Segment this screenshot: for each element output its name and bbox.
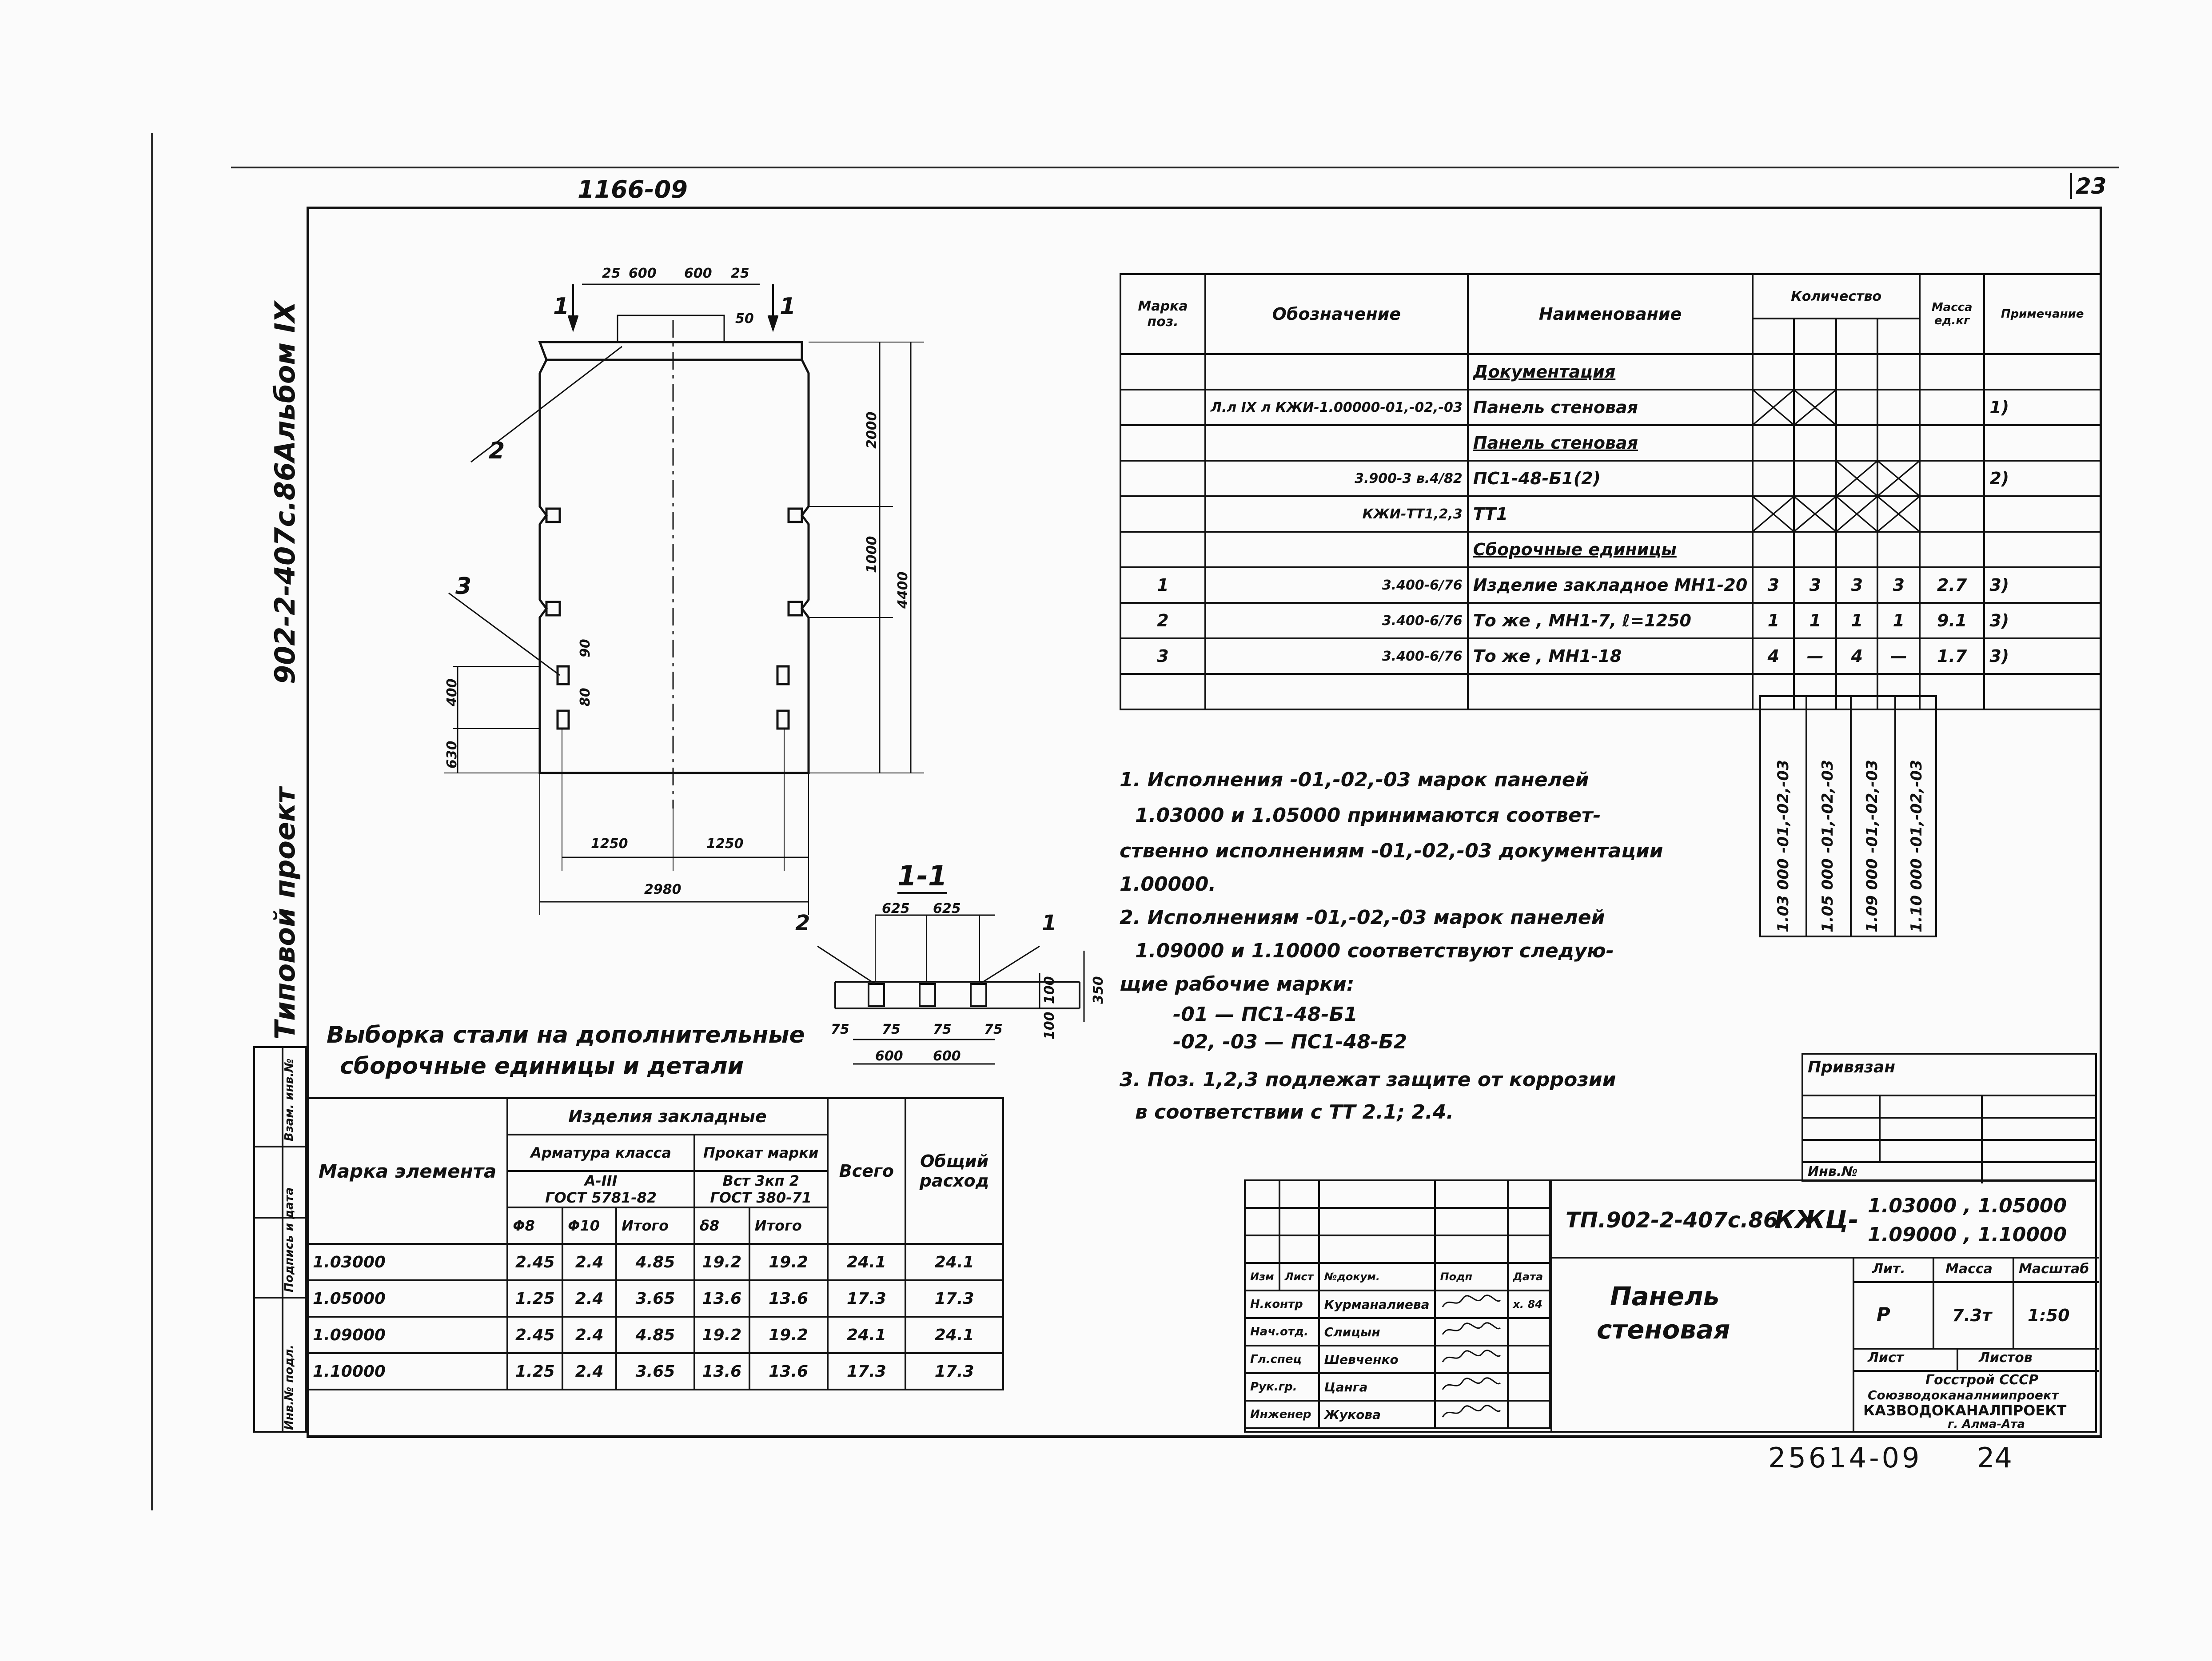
selection-d10: 2.4 xyxy=(562,1280,616,1317)
spec-quantity xyxy=(1753,354,1794,390)
dim-400: 400 xyxy=(444,678,460,706)
sel-h-t8: δ8 xyxy=(694,1207,749,1244)
selection-d10: 2.4 xyxy=(562,1317,616,1353)
selection-t8: 19.2 xyxy=(694,1244,749,1280)
sel-h-mark: Марка элемента xyxy=(307,1098,507,1244)
spec-row xyxy=(1120,638,2100,674)
note-line-5: 2. Исполнениям -01,-02,-03 марок панелей xyxy=(1120,906,1605,929)
selection-sum2: 13.6 xyxy=(749,1280,828,1317)
section-title: 1-1 xyxy=(897,860,947,894)
tb-h-scale: Масштаб xyxy=(2019,1261,2089,1277)
side-col-1: Инв.№ подл. xyxy=(283,1344,296,1430)
spec-mass: 1.7 xyxy=(1920,638,1984,674)
steel-selection-table xyxy=(307,1097,1004,1390)
sel-h-sum1: Итого xyxy=(616,1207,694,1244)
cross-mark xyxy=(1837,462,1877,495)
cross-mark xyxy=(1837,497,1877,531)
selection-title-2: сборочные единицы и детали xyxy=(340,1053,744,1079)
spec-note xyxy=(1984,532,2100,567)
spec-designation xyxy=(1205,674,1468,709)
staff-name: Жукова xyxy=(1319,1401,1435,1428)
side-type: Типовой проект xyxy=(269,787,301,1040)
spec-mark: 3 xyxy=(1120,638,1205,674)
spec-quantity xyxy=(1753,532,1794,567)
staff-role: Нач.отд. xyxy=(1245,1318,1319,1346)
spec-quantity: 1 xyxy=(1877,603,1920,638)
spec-h-designation: Обозначение xyxy=(1205,274,1468,354)
binding-box xyxy=(1801,1053,2097,1182)
spec-quantity: 3 xyxy=(1877,567,1920,603)
cross-mark xyxy=(1795,390,1835,424)
spec-quantity xyxy=(1794,425,1836,461)
dim-1250a: 1250 xyxy=(591,836,628,852)
selection-d8: 1.25 xyxy=(507,1280,562,1317)
selection-row xyxy=(307,1353,1003,1390)
tb-scale: 1:50 xyxy=(2028,1306,2070,1325)
staff-name: Шевченко xyxy=(1319,1346,1435,1373)
spec-quantity xyxy=(1836,354,1877,390)
spec-note: 2) xyxy=(1984,461,2100,496)
sel-h-rebar xyxy=(507,1135,694,1171)
side-col-3: Взам. инв.№ xyxy=(283,1058,296,1141)
selection-d8: 2.45 xyxy=(507,1317,562,1353)
variant-label-1: 1.03 000 -01,-02,-03 xyxy=(1774,760,1792,932)
staff-date: х. 84 xyxy=(1508,1291,1550,1318)
section-dim-350: 350 xyxy=(1091,976,1106,1004)
spec-row xyxy=(1120,354,2100,390)
spec-quantity xyxy=(1877,425,1920,461)
spec-quantity xyxy=(1753,390,1794,425)
callout-1a: 1 xyxy=(553,293,570,320)
section-1-1 xyxy=(809,906,1133,1084)
spec-mark xyxy=(1120,461,1205,496)
spec-quantity xyxy=(1794,390,1836,425)
spec-quantity xyxy=(1836,425,1877,461)
spec-mass xyxy=(1920,390,1984,425)
tb-h-lit: Лит. xyxy=(1872,1261,1905,1277)
panel-elevation xyxy=(422,249,1000,924)
spec-quantity: 4 xyxy=(1753,638,1794,674)
side-project-code: 902-2-407с.86 xyxy=(269,462,301,684)
spec-quantity: 3 xyxy=(1836,567,1877,603)
spec-h-mass: Масса ед.кг xyxy=(1920,274,1984,354)
spec-name: Панель стеновая xyxy=(1468,425,1753,461)
spec-quantity xyxy=(1794,354,1836,390)
tb-org-1: Госстрой СССР xyxy=(1925,1372,2039,1388)
spec-mark xyxy=(1120,532,1205,567)
section-dim-75c: 75 xyxy=(933,1022,952,1037)
selection-total: 17.3 xyxy=(828,1280,906,1317)
spec-designation: 3.400-6/76 xyxy=(1205,567,1468,603)
tb-h-date: Дата xyxy=(1508,1263,1550,1291)
side-stamp-column xyxy=(253,1046,307,1433)
spec-quantity: — xyxy=(1794,638,1836,674)
spec-quantity: 3 xyxy=(1794,567,1836,603)
dim-top-25a: 25 xyxy=(602,266,621,281)
note-line-7: щие рабочие марки: xyxy=(1120,973,1355,996)
spec-name: Сборочные единицы xyxy=(1468,532,1753,567)
dim-top-600a: 600 xyxy=(629,266,657,281)
note-line-11: в соответствии с ТТ 2.1; 2.4. xyxy=(1135,1101,1454,1123)
selection-sum2: 19.2 xyxy=(749,1244,828,1280)
spec-designation: Л.л IX л КЖИ-1.00000-01,-02,-03 xyxy=(1205,390,1468,425)
title-signatures xyxy=(1244,1179,1550,1429)
staff-date xyxy=(1508,1401,1550,1428)
spec-quantity xyxy=(1753,425,1794,461)
spec-mass: 9.1 xyxy=(1920,603,1984,638)
signature-scribble xyxy=(1440,1376,1503,1394)
spec-header-row xyxy=(1120,274,2100,319)
staff-name: Курманалиева xyxy=(1319,1291,1435,1318)
spec-quantity: 1 xyxy=(1794,603,1836,638)
spec-mass xyxy=(1920,425,1984,461)
selection-row xyxy=(307,1244,1003,1280)
staff-name: Цанга xyxy=(1319,1373,1435,1401)
dim-90: 90 xyxy=(578,639,593,657)
spec-mass: 2.7 xyxy=(1920,567,1984,603)
section-dim-100a: 100 xyxy=(1042,976,1057,1004)
spec-mark xyxy=(1120,674,1205,709)
title-block xyxy=(1244,1179,2097,1433)
selection-total: 17.3 xyxy=(828,1353,906,1390)
spec-name: Изделие закладное МН1-20 xyxy=(1468,567,1753,603)
selection-overall: 17.3 xyxy=(905,1280,1003,1317)
top-code: 1166-09 xyxy=(578,175,688,203)
staff-signature xyxy=(1435,1401,1508,1428)
side-col-2: Подпись и дата xyxy=(283,1187,296,1292)
spec-note xyxy=(1984,496,2100,532)
tb-title-2: стеновая xyxy=(1597,1314,1730,1345)
callout-3: 3 xyxy=(455,573,472,600)
selection-t8: 13.6 xyxy=(694,1353,749,1390)
spec-quantity: 1 xyxy=(1836,603,1877,638)
spec-designation: 3.400-6/76 xyxy=(1205,638,1468,674)
spec-quantity: 4 xyxy=(1836,638,1877,674)
sel-h-rebar-class: A-III xyxy=(584,1172,618,1189)
spec-note: 1) xyxy=(1984,390,2100,425)
spec-row xyxy=(1120,603,2100,638)
selection-d8: 1.25 xyxy=(507,1353,562,1390)
binding-inv-label: Инв.№ xyxy=(1808,1164,1858,1179)
staff-name: Слицын xyxy=(1319,1318,1435,1346)
tb-h-mass: Масса xyxy=(1945,1261,1993,1277)
spec-h-note: Примечание xyxy=(1984,274,2100,354)
spec-mark: 1 xyxy=(1120,567,1205,603)
selection-sum1: 3.65 xyxy=(616,1280,694,1317)
spec-designation: 3.400-6/76 xyxy=(1205,603,1468,638)
spec-designation xyxy=(1205,425,1468,461)
binding-label: Привязан xyxy=(1808,1058,1896,1076)
spec-mark xyxy=(1120,425,1205,461)
signature-scribble xyxy=(1440,1294,1503,1311)
spec-name: Документация xyxy=(1468,354,1753,390)
variant-label-3: 1.09 000 -01,-02,-03 xyxy=(1863,760,1881,932)
sel-h-rolled-grade-cell xyxy=(694,1171,828,1207)
selection-row xyxy=(307,1317,1003,1353)
spec-row xyxy=(1120,390,2100,425)
cross-mark xyxy=(1754,497,1793,531)
section-dim-100b: 100 xyxy=(1042,1012,1057,1040)
callout-2: 2 xyxy=(489,438,505,464)
staff-row xyxy=(1245,1318,1550,1346)
spec-quantity xyxy=(1877,354,1920,390)
staff-date xyxy=(1508,1373,1550,1401)
staff-date xyxy=(1508,1318,1550,1346)
spec-note xyxy=(1984,674,2100,709)
staff-signature xyxy=(1435,1373,1508,1401)
signature-scribble xyxy=(1440,1404,1503,1422)
spec-quantity xyxy=(1836,390,1877,425)
spec-row xyxy=(1120,532,2100,567)
staff-role: Рук.гр. xyxy=(1245,1373,1319,1401)
section-dim-625a: 625 xyxy=(882,901,910,916)
selection-d10: 2.4 xyxy=(562,1244,616,1280)
spec-mass xyxy=(1920,532,1984,567)
selection-mark: 1.05000 xyxy=(307,1280,507,1317)
specification-table xyxy=(1120,273,2101,710)
spec-name xyxy=(1468,674,1753,709)
dim-top-600b: 600 xyxy=(684,266,712,281)
staff-role: Гл.спец xyxy=(1245,1346,1319,1373)
spec-quantity xyxy=(1794,461,1836,496)
note-line-6: 1.09000 и 1.10000 соответствуют следую- xyxy=(1135,940,1614,962)
section-dim-600a: 600 xyxy=(875,1048,903,1064)
dim-80: 80 xyxy=(578,688,593,706)
spec-quantity xyxy=(1836,461,1877,496)
sel-h-rolled-gost: ГОСТ 380-71 xyxy=(710,1189,812,1206)
note-line-4: 1.00000. xyxy=(1120,873,1216,896)
cross-mark xyxy=(1754,390,1793,424)
spec-name: Панель стеновая xyxy=(1468,390,1753,425)
staff-signature xyxy=(1435,1346,1508,1373)
tb-code: ТП.902-2-407с.86 xyxy=(1566,1208,1778,1233)
staff-row xyxy=(1245,1373,1550,1401)
selection-overall: 24.1 xyxy=(905,1317,1003,1353)
tb-sheets: Листов xyxy=(1979,1350,2033,1366)
selection-t8: 19.2 xyxy=(694,1317,749,1353)
spec-mark xyxy=(1120,390,1205,425)
variant-label-4: 1.10 000 -01,-02,-03 xyxy=(1908,760,1925,932)
spec-quantity xyxy=(1877,496,1920,532)
note-line-8: -01 — ПС1-48-Б1 xyxy=(1173,1003,1358,1026)
bottom-page: 24 xyxy=(1977,1442,2012,1474)
spec-quantity xyxy=(1794,532,1836,567)
spec-name: То же , МН1-7, ℓ=1250 xyxy=(1468,603,1753,638)
spec-note: 3) xyxy=(1984,567,2100,603)
cross-mark xyxy=(1878,497,1919,531)
selection-mark: 1.09000 xyxy=(307,1317,507,1353)
spec-designation: 3.900-3 в.4/82 xyxy=(1205,461,1468,496)
staff-role: Н.контр xyxy=(1245,1291,1319,1318)
bottom-code: 25614-09 xyxy=(1768,1442,1922,1474)
signature-scribble xyxy=(1440,1321,1503,1339)
sel-h-rolled xyxy=(694,1135,828,1171)
spec-name: ПС1-48-Б1(2) xyxy=(1468,461,1753,496)
selection-d8: 2.45 xyxy=(507,1244,562,1280)
spec-quantity xyxy=(1753,461,1794,496)
tb-kzhts: КЖЦ- xyxy=(1774,1206,1859,1235)
note-line-2: 1.03000 и 1.05000 принимаются соответ- xyxy=(1135,804,1601,827)
spec-designation xyxy=(1205,532,1468,567)
spec-quantity: 3 xyxy=(1753,567,1794,603)
dim-4400: 4400 xyxy=(895,571,911,609)
spec-h-name: Наименование xyxy=(1468,274,1753,354)
selection-sum2: 13.6 xyxy=(749,1353,828,1390)
tb-h-izm: Изм xyxy=(1245,1263,1279,1291)
selection-mark: 1.10000 xyxy=(307,1353,507,1390)
tb-org-4: г. Алма-Ата xyxy=(1948,1418,2025,1431)
staff-date xyxy=(1508,1346,1550,1373)
spec-quantity xyxy=(1753,496,1794,532)
spec-note xyxy=(1984,425,2100,461)
note-line-10: 3. Поз. 1,2,3 подлежат защите от коррозии xyxy=(1120,1068,1616,1091)
sel-h-rebar-gost: ГОСТ 5781-82 xyxy=(545,1189,657,1206)
staff-role: Инженер xyxy=(1245,1401,1319,1428)
staff-signature xyxy=(1435,1318,1508,1346)
spec-quantity xyxy=(1877,532,1920,567)
tb-title-1: Панель xyxy=(1610,1281,1720,1311)
tb-org-2: Союзводоканалниипроект xyxy=(1868,1388,2059,1402)
spec-quantity xyxy=(1836,496,1877,532)
spec-quantity: 1 xyxy=(1753,603,1794,638)
dim-1000: 1000 xyxy=(864,536,880,573)
side-album: Альбом IX xyxy=(269,301,301,462)
selection-mark: 1.03000 xyxy=(307,1244,507,1280)
sel-h-rolled-label: Прокат марки xyxy=(703,1144,819,1161)
tb-sheet: Лист xyxy=(1868,1350,1904,1366)
spec-quantity xyxy=(1877,461,1920,496)
outer-top-line xyxy=(231,167,2119,168)
note-line-3: ственно исполнениям -01,-02,-03 документации xyxy=(1120,840,1663,862)
staff-row xyxy=(1245,1291,1550,1318)
spec-mark: 2 xyxy=(1120,603,1205,638)
dim-1250b: 1250 xyxy=(706,836,744,852)
tb-lit: Р xyxy=(1877,1303,1890,1325)
selection-overall: 17.3 xyxy=(905,1353,1003,1390)
spec-h-quantity: Количество xyxy=(1753,274,1920,319)
tb-mass: 7.3т xyxy=(1952,1306,1992,1325)
selection-sum1: 4.85 xyxy=(616,1317,694,1353)
staff-row xyxy=(1245,1346,1550,1373)
selection-sum1: 4.85 xyxy=(616,1244,694,1280)
section-callout-2: 2 xyxy=(795,911,810,936)
selection-overall: 24.1 xyxy=(905,1244,1003,1280)
section-callout-1: 1 xyxy=(1042,911,1057,936)
section-dim-600b: 600 xyxy=(933,1048,961,1064)
page-number-top: 23 xyxy=(2070,173,2107,199)
spec-mark xyxy=(1120,496,1205,532)
spec-mass xyxy=(1920,496,1984,532)
spec-designation xyxy=(1205,354,1468,390)
sel-h-rebar-label: Арматура класса xyxy=(530,1144,671,1161)
note-line-9: -02, -03 — ПС1-48-Б2 xyxy=(1173,1031,1407,1053)
spec-note xyxy=(1984,354,2100,390)
sel-h-rolled-grade: Вст 3кп 2 xyxy=(722,1172,799,1189)
sel-h-overall: Общий расход xyxy=(905,1098,1003,1244)
dim-2980: 2980 xyxy=(644,882,682,897)
spec-note: 3) xyxy=(1984,603,2100,638)
variant-columns xyxy=(1759,695,1937,937)
spec-row xyxy=(1120,461,2100,496)
spec-mass xyxy=(1920,354,1984,390)
spec-quantity xyxy=(1794,496,1836,532)
sel-h-rebar-class-cell xyxy=(507,1171,694,1207)
spec-name: То же , МН1-18 xyxy=(1468,638,1753,674)
section-dim-75a: 75 xyxy=(831,1022,849,1037)
section-dim-625b: 625 xyxy=(933,901,961,916)
spec-quantity xyxy=(1836,532,1877,567)
cross-mark xyxy=(1878,462,1919,495)
tb-h-list: Лист xyxy=(1279,1263,1319,1291)
dim-top-25b: 25 xyxy=(731,266,749,281)
callout-1b: 1 xyxy=(780,293,796,320)
dim-50: 50 xyxy=(735,311,754,327)
selection-total: 24.1 xyxy=(828,1317,906,1353)
spec-mass xyxy=(1920,461,1984,496)
selection-t8: 13.6 xyxy=(694,1280,749,1317)
selection-total: 24.1 xyxy=(828,1244,906,1280)
spec-quantity xyxy=(1877,390,1920,425)
sel-h-sum2: Итого xyxy=(749,1207,828,1244)
spec-row xyxy=(1120,496,2100,532)
selection-sum1: 3.65 xyxy=(616,1353,694,1390)
spec-name: ТТ1 xyxy=(1468,496,1753,532)
staff-row xyxy=(1245,1401,1550,1428)
signature-scribble xyxy=(1440,1349,1503,1366)
variant-label-2: 1.05 000 -01,-02,-03 xyxy=(1819,760,1837,932)
selection-row xyxy=(307,1280,1003,1317)
spec-row xyxy=(1120,425,2100,461)
tb-org-3: КАЗВОДОКАНАЛПРОЕКТ xyxy=(1863,1402,2067,1419)
spec-quantity: — xyxy=(1877,638,1920,674)
outer-left-line xyxy=(151,133,153,1510)
tb-marks-line2: 1.09000 , 1.10000 xyxy=(1868,1223,2067,1246)
tb-h-sign: Подп xyxy=(1435,1263,1508,1291)
spec-mark xyxy=(1120,354,1205,390)
section-dim-75b: 75 xyxy=(882,1022,901,1037)
spec-row xyxy=(1120,674,2100,709)
spec-note: 3) xyxy=(1984,638,2100,674)
cross-mark xyxy=(1795,497,1835,531)
sel-h-d8: Φ8 xyxy=(507,1207,562,1244)
spec-designation: КЖИ-ТТ1,2,3 xyxy=(1205,496,1468,532)
spec-row xyxy=(1120,567,2100,603)
selection-d10: 2.4 xyxy=(562,1353,616,1390)
dim-630: 630 xyxy=(444,741,460,769)
spec-h-mark: Марка поз. xyxy=(1120,274,1205,354)
dim-2000: 2000 xyxy=(864,411,880,449)
section-dim-75d: 75 xyxy=(984,1022,1003,1037)
sel-h-total: Всего xyxy=(828,1098,906,1244)
tb-h-doc: №докум. xyxy=(1319,1263,1435,1291)
sel-h-embedded: Изделия закладные xyxy=(507,1098,827,1135)
sel-h-d10: Φ10 xyxy=(562,1207,616,1244)
selection-sum2: 19.2 xyxy=(749,1317,828,1353)
selection-title-1: Выборка стали на дополнительные xyxy=(327,1022,805,1048)
note-line-1: 1. Исполнения -01,-02,-03 марок панелей xyxy=(1120,769,1589,791)
staff-signature xyxy=(1435,1291,1508,1318)
tb-marks-line1: 1.03000 , 1.05000 xyxy=(1868,1195,2067,1217)
